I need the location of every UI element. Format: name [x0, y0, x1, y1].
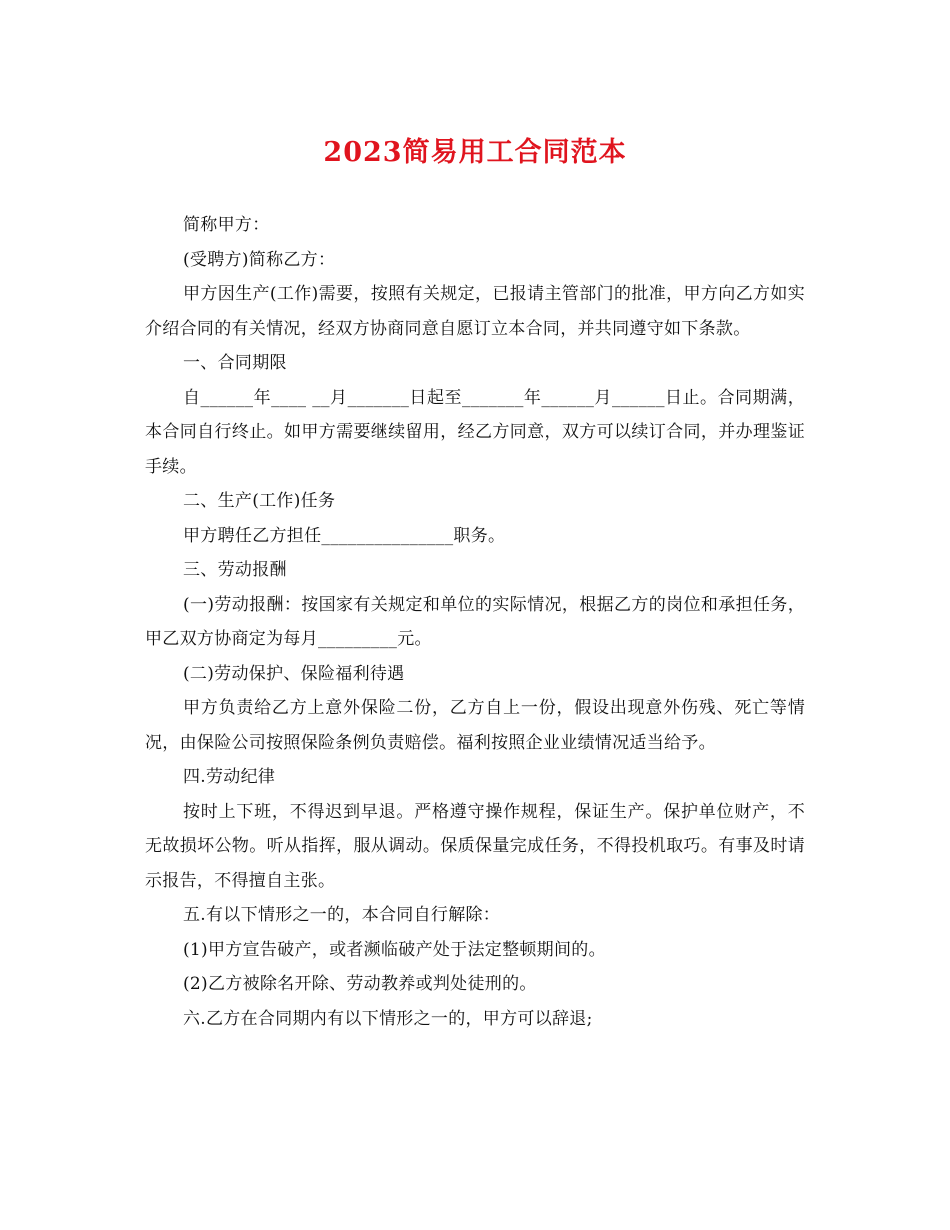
termination-item-2: (2)乙方被除名开除、劳动教养或判处徒刑的。 [183, 974, 537, 994]
section-heading-termination: 五.有以下情形之一的，本合同自行解除： [183, 905, 501, 925]
pay-paragraph: (一)劳动报酬：按国家有关规定和单位的实际情况，根据乙方的岗位和承担任务，甲乙双方协商定为每月_________元。 [145, 594, 805, 649]
party-a-line: 简称甲方： [183, 215, 270, 235]
discipline-paragraph: 按时上下班，不得迟到早退。严格遵守操作规程，保证生产。保护单位财产，不无故损坏公物。听从指挥，服从调动。保质保量完成任务，不得投机取巧。有事及时请示报告，不得擅自主张。 [145, 801, 805, 891]
subsection-heading-insurance: (二)劳动保护、保险福利待遇 [183, 663, 405, 684]
termination-item-1: (1)甲方宣告破产，或者濒临破产处于法定整顿期间的。 [183, 939, 606, 960]
task-paragraph: 甲方聘任乙方担任_______________职务。 [183, 525, 506, 546]
section-heading-discipline: 四.劳动纪律 [183, 767, 276, 787]
section-heading-term: 一、合同期限 [183, 353, 287, 373]
insurance-paragraph: 甲方负责给乙方上意外保险二份，乙方自上一份，假设出现意外伤残、死亡等情况，由保险公司按照保险条例负责赔偿。福利按照企业业绩情况适当给予。 [145, 698, 805, 753]
party-b-line: (受聘方)简称乙方： [183, 249, 336, 270]
preamble-paragraph: 甲方因生产(工作)需要，按照有关规定，已报请主管部门的批准，甲方向乙方如实介绍合同的有关情况，经双方协商同意自愿订立本合同，并共同遵守如下条款。 [145, 284, 805, 339]
document-body [145, 208, 805, 1036]
section-heading-pay: 三、劳动报酬 [183, 560, 287, 580]
term-paragraph: 自______年____ __月_______日起至_______年______月______日止。合同期满，本合同自行终止。如甲方需要继续留用，经乙方同意，双方可以续订合同，并办理鉴证手续。 [145, 387, 805, 477]
document-title: 2023简易用工合同范本 [323, 137, 627, 168]
section-heading-dismissal: 六.乙方在合同期内有以下情形之一的，甲方可以辞退; [183, 1008, 593, 1029]
section-heading-task: 二、生产(工作)任务 [183, 491, 336, 511]
